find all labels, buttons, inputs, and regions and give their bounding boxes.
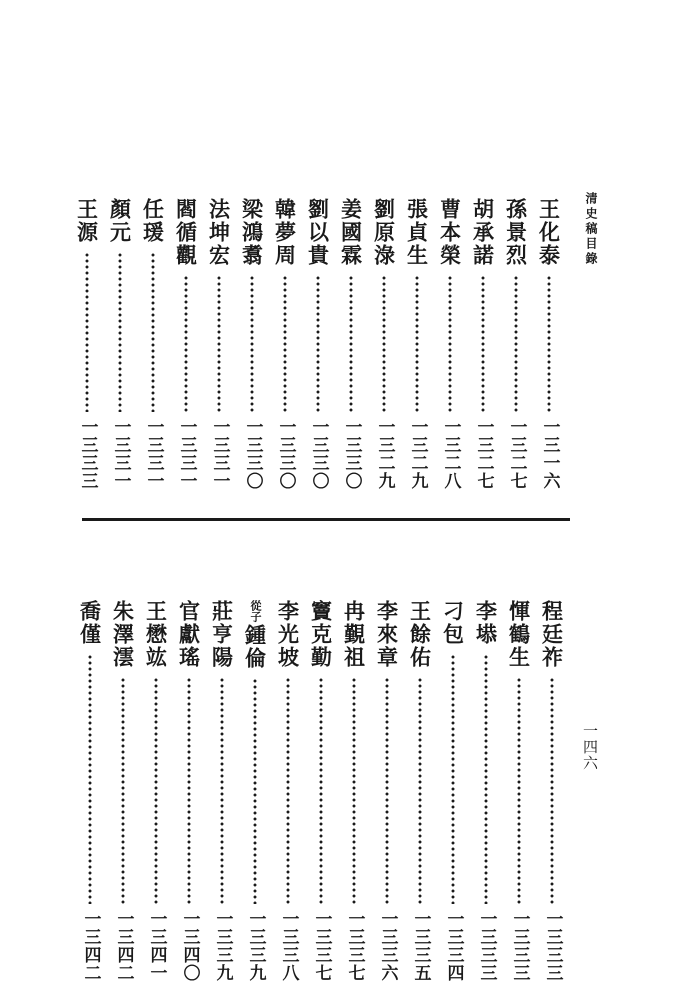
entry-name: 程廷祚 xyxy=(539,600,565,669)
toc-entry xyxy=(334,198,368,490)
entry-name: 閻循觀 xyxy=(173,198,199,267)
entry-name: 鍾倫 xyxy=(242,624,268,670)
entry-name: 孫景烈 xyxy=(503,198,529,267)
toc-entry xyxy=(235,198,269,490)
toc-entry xyxy=(238,600,272,982)
dot-leader xyxy=(250,275,254,412)
entry-page: 一三三一 xyxy=(143,418,164,490)
entry-page: 一三三四 xyxy=(443,910,464,982)
toc-entry xyxy=(271,600,305,982)
entry-page: 一三三〇 xyxy=(341,418,362,490)
entry-page: 一三三一 xyxy=(176,418,197,490)
dot-leader xyxy=(415,275,419,412)
entry-page: 一三二九 xyxy=(374,418,395,490)
dot-leader xyxy=(451,654,455,904)
toc-entry xyxy=(169,198,203,490)
toc-entry xyxy=(532,198,566,490)
entry-page: 一三三六 xyxy=(377,910,398,982)
entry-name: 王源 xyxy=(74,198,100,244)
dot-leader xyxy=(319,677,323,904)
dot-leader xyxy=(121,677,125,904)
dot-leader xyxy=(253,678,257,904)
entry-name: 惲鶴生 xyxy=(506,600,532,669)
entry-page: 一三三八 xyxy=(278,910,299,982)
entry-name: 竇克勤 xyxy=(308,600,334,669)
entry-name: 李塨 xyxy=(473,600,499,646)
entry-note: 從子 xyxy=(249,600,262,622)
entry-page: 一三四〇 xyxy=(179,910,200,982)
entry-page: 一三三一 xyxy=(209,418,230,490)
toc-entry xyxy=(436,600,470,982)
entry-page: 一三三一 xyxy=(110,418,131,490)
running-title: 清史稿目錄 xyxy=(584,192,598,267)
entry-name: 喬僅 xyxy=(77,600,103,646)
entry-page: 一三三七 xyxy=(311,910,332,982)
entry-page: 一三二七 xyxy=(473,418,494,490)
entry-page: 一三三五 xyxy=(410,910,431,982)
entry-page: 一三二九 xyxy=(407,418,428,490)
entry-page: 一三三〇 xyxy=(242,418,263,490)
entry-page: 一三三〇 xyxy=(275,418,296,490)
entry-name: 冉覲祖 xyxy=(341,600,367,669)
dot-leader xyxy=(154,677,158,904)
entry-name: 王懋竑 xyxy=(143,600,169,669)
entry-name: 李光坡 xyxy=(275,600,301,669)
entry-page: 一三二七 xyxy=(506,418,527,490)
dot-leader xyxy=(88,654,92,904)
dot-leader xyxy=(187,677,191,904)
toc-entry xyxy=(499,198,533,490)
entry-page: 一三二八 xyxy=(440,418,461,490)
toc-entry xyxy=(136,198,170,490)
dot-leader xyxy=(217,275,221,412)
dot-leader xyxy=(385,677,389,904)
toc-entry xyxy=(268,198,302,490)
dot-leader xyxy=(547,275,551,412)
entry-name: 曹本榮 xyxy=(437,198,463,267)
entry-page: 一三三〇 xyxy=(308,418,329,490)
entry-name: 王化泰 xyxy=(536,198,562,267)
toc-entry xyxy=(367,198,401,490)
entry-page: 一三三九 xyxy=(245,910,266,982)
dot-leader xyxy=(283,275,287,412)
toc-entry xyxy=(304,600,338,982)
toc-entry xyxy=(103,198,137,490)
toc-entry xyxy=(370,600,404,982)
entry-name: 王餘佑 xyxy=(407,600,433,669)
entry-page: 一三三三 xyxy=(509,910,530,982)
toc-entry xyxy=(535,600,569,982)
entry-name: 梁鴻翥 xyxy=(239,198,265,267)
dot-leader xyxy=(352,677,356,904)
entry-page: 一三一六 xyxy=(539,418,560,490)
entry-name: 姜國霖 xyxy=(338,198,364,267)
dot-leader xyxy=(184,275,188,412)
entry-name: 李來章 xyxy=(374,600,400,669)
entry-page: 一三三九 xyxy=(212,910,233,982)
toc-entry xyxy=(139,600,173,982)
toc-entry xyxy=(70,198,104,490)
toc-entry xyxy=(400,198,434,490)
entry-name: 任瑗 xyxy=(140,198,166,244)
entry-name: 莊亨陽 xyxy=(209,600,235,669)
dot-leader xyxy=(151,252,155,412)
entry-page: 一三四二 xyxy=(80,910,101,982)
entry-page: 一三三三 xyxy=(476,910,497,982)
toc-entry xyxy=(106,600,140,982)
dot-leader xyxy=(514,275,518,412)
entry-page: 一三四二 xyxy=(113,910,134,982)
dot-leader xyxy=(382,275,386,412)
entry-name: 刁包 xyxy=(440,600,466,646)
toc-entry xyxy=(403,600,437,982)
dot-leader xyxy=(448,275,452,412)
entry-name: 法坤宏 xyxy=(206,198,232,267)
dot-leader xyxy=(349,275,353,412)
toc-entry xyxy=(205,600,239,982)
entry-page: 一三三三 xyxy=(542,910,563,982)
entry-name: 韓夢周 xyxy=(272,198,298,267)
dot-leader xyxy=(85,252,89,412)
entry-name: 朱澤澐 xyxy=(110,600,136,669)
section-divider xyxy=(82,518,570,521)
dot-leader xyxy=(517,677,521,904)
page-number: 一四六 xyxy=(581,723,599,771)
toc-entry xyxy=(433,198,467,490)
entry-page: 一三四一 xyxy=(146,910,167,982)
toc-entry xyxy=(172,600,206,982)
dot-leader xyxy=(220,677,224,904)
entry-name: 劉以貴 xyxy=(305,198,331,267)
toc-entry xyxy=(469,600,503,982)
dot-leader xyxy=(550,677,554,904)
toc-entry xyxy=(301,198,335,490)
toc-entry xyxy=(202,198,236,490)
entry-page: 一三三七 xyxy=(344,910,365,982)
toc-entry xyxy=(466,198,500,490)
entry-name: 官獻瑤 xyxy=(176,600,202,669)
toc-entry xyxy=(73,600,107,982)
toc-entry xyxy=(337,600,371,982)
dot-leader xyxy=(316,275,320,412)
dot-leader xyxy=(481,275,485,412)
entry-name: 顏元 xyxy=(107,198,133,244)
entry-name: 張貞生 xyxy=(404,198,430,267)
dot-leader xyxy=(118,252,122,412)
entry-name: 劉原淥 xyxy=(371,198,397,267)
dot-leader xyxy=(418,677,422,904)
entry-name: 胡承諾 xyxy=(470,198,496,267)
toc-entry xyxy=(502,600,536,982)
dot-leader xyxy=(484,654,488,904)
entry-page: 一三三三 xyxy=(77,418,98,490)
dot-leader xyxy=(286,677,290,904)
